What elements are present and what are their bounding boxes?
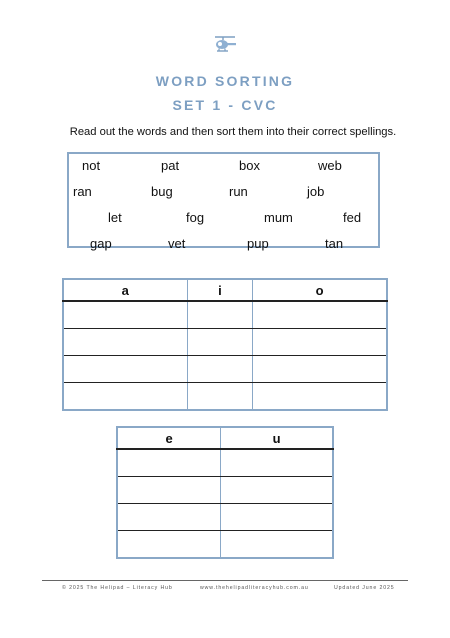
page-title: WORD SORTING	[155, 73, 295, 89]
answer-cell[interactable]	[117, 531, 221, 559]
answer-cell[interactable]	[253, 383, 387, 411]
word-item: not	[82, 158, 101, 173]
word-item: fed	[343, 210, 362, 225]
column-header-o: o	[253, 279, 387, 301]
table-row	[63, 383, 387, 411]
word-item: web	[318, 158, 342, 173]
answer-cell[interactable]	[117, 504, 221, 531]
answer-cell[interactable]	[253, 301, 387, 329]
word-item: job	[307, 184, 325, 199]
answer-cell[interactable]	[253, 356, 387, 383]
answer-cell[interactable]	[187, 329, 253, 356]
table-header-row	[63, 279, 387, 301]
answer-cell[interactable]	[253, 329, 387, 356]
table-row	[117, 531, 333, 559]
page-subtitle: SET 1 - CVC	[172, 97, 278, 113]
answer-cell[interactable]	[187, 356, 253, 383]
footer-website: www.thehelipadliteracyhub.com.au	[200, 585, 309, 591]
sorting-table-aio	[62, 278, 388, 411]
word-item: pat	[161, 158, 180, 173]
table-row	[63, 301, 387, 329]
column-header-i: i	[187, 279, 253, 301]
answer-cell[interactable]	[63, 301, 187, 329]
word-item: run	[229, 184, 248, 199]
answer-cell[interactable]	[63, 356, 187, 383]
word-item: bug	[151, 184, 173, 199]
word-item: box	[239, 158, 260, 173]
answer-cell[interactable]	[221, 504, 333, 531]
answer-cell[interactable]	[63, 329, 187, 356]
answer-cell[interactable]	[221, 477, 333, 504]
instruction-text: Read out the words and then sort them into their correct spellings.	[69, 126, 397, 138]
table-row	[63, 329, 387, 356]
word-bank	[67, 152, 380, 251]
sorting-table-eu	[116, 426, 334, 559]
answer-cell[interactable]	[117, 477, 221, 504]
word-item: let	[108, 210, 122, 225]
helicopter-icon	[212, 34, 238, 54]
answer-cell[interactable]	[63, 383, 187, 411]
word-item: ran	[73, 184, 92, 199]
answer-cell[interactable]	[221, 449, 333, 477]
table-row	[117, 449, 333, 477]
answer-cell[interactable]	[187, 383, 253, 411]
word-item: fog	[186, 210, 205, 225]
column-header-e: e	[117, 427, 221, 449]
word-item: vet	[168, 236, 186, 251]
answer-cell[interactable]	[117, 449, 221, 477]
table-row	[117, 504, 333, 531]
column-header-a: a	[63, 279, 187, 301]
word-item: gap	[90, 236, 112, 251]
table-row	[117, 477, 333, 504]
footer-copyright: © 2025 The Helipad – Literacy Hub	[62, 585, 173, 591]
answer-cell[interactable]	[221, 531, 333, 559]
footer-updated: Updated June 2025	[334, 585, 395, 591]
table-header-row	[117, 427, 333, 449]
table-row	[63, 356, 387, 383]
word-item: pup	[247, 236, 269, 251]
answer-cell[interactable]	[187, 301, 253, 329]
word-item: tan	[325, 236, 344, 251]
word-item: mum	[264, 210, 293, 225]
column-header-u: u	[221, 427, 333, 449]
footer-divider	[42, 580, 408, 581]
